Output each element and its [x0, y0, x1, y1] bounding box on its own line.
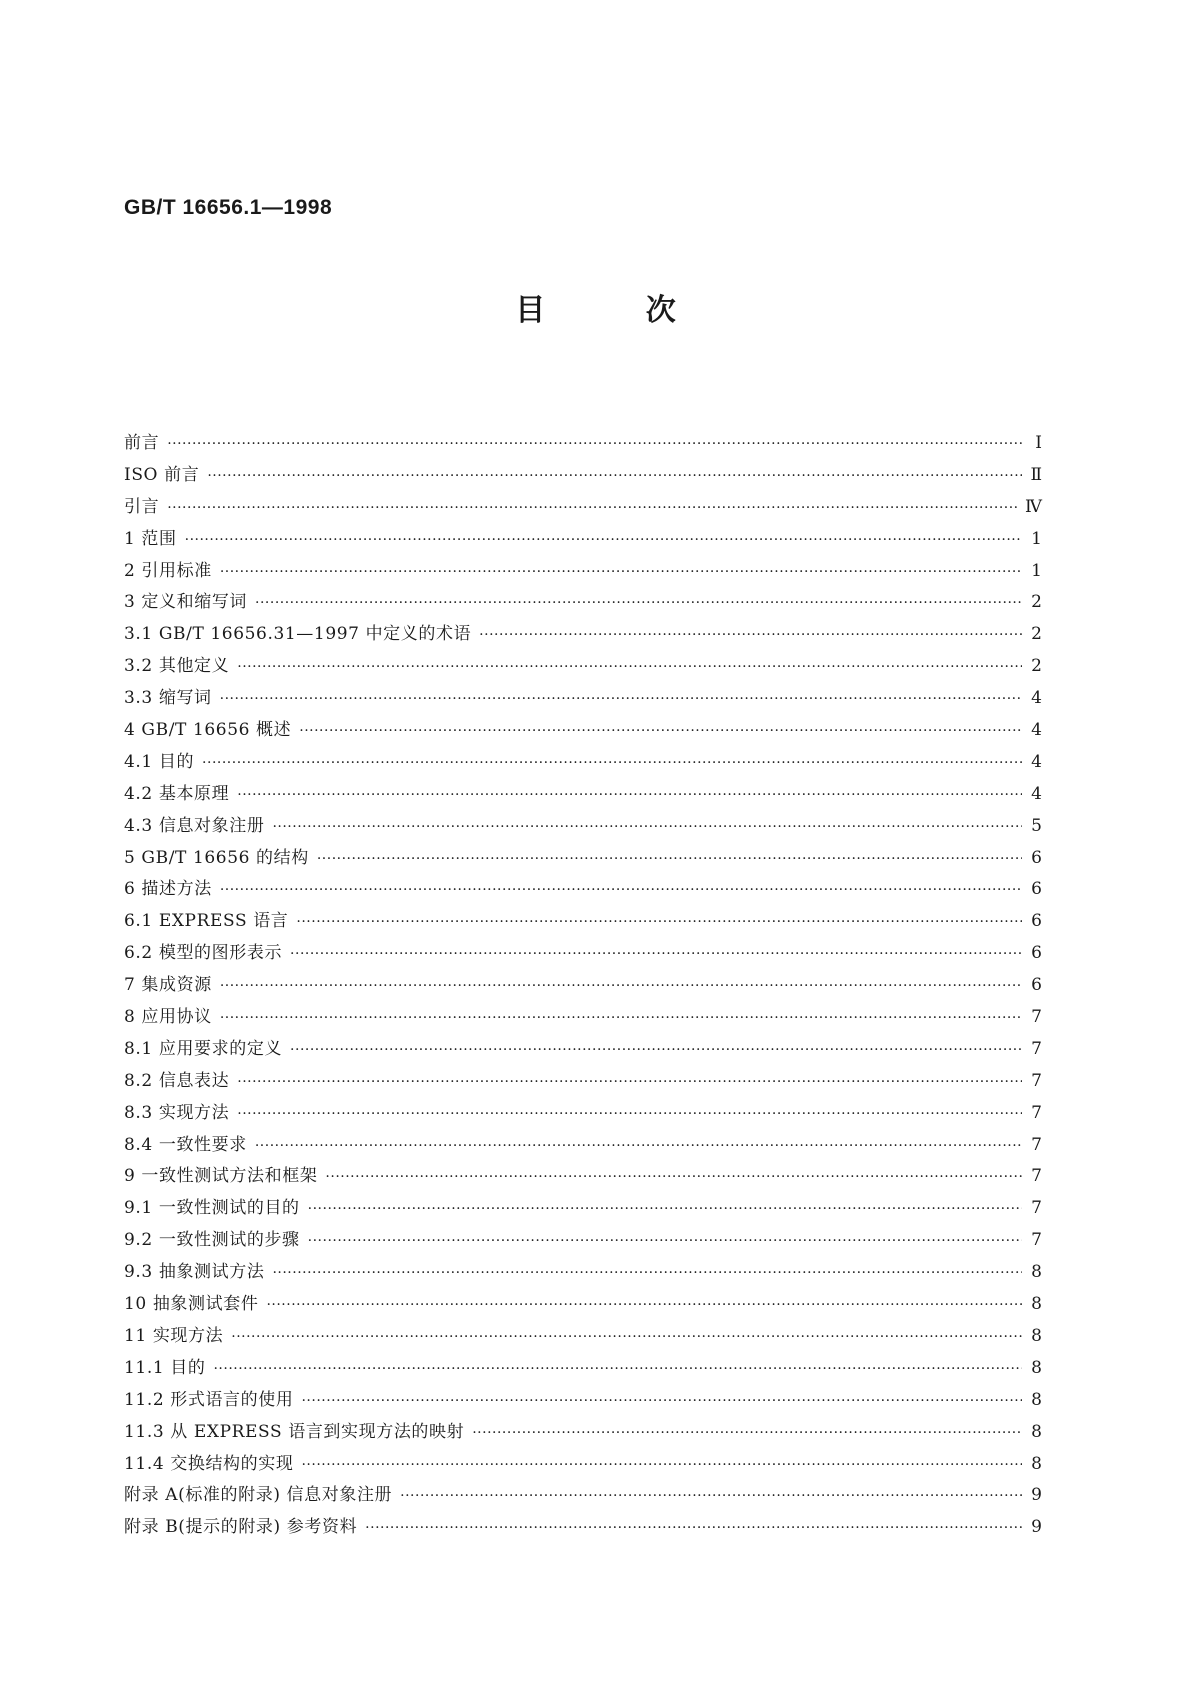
toc-entry-label: 8.1 应用要求的定义: [124, 1038, 283, 1059]
toc-entry-4-3[interactable]: [124, 811, 1042, 843]
toc-entry-page: 8: [1031, 1262, 1042, 1283]
toc-entry-label: 6.2 模型的图形表示: [124, 943, 283, 964]
toc-entry-label: 6 描述方法: [124, 879, 212, 900]
toc-entry-7[interactable]: [124, 970, 1042, 1002]
toc-entry-page: 7: [1031, 1166, 1042, 1187]
toc-entry-label: 8.4 一致性要求: [124, 1134, 247, 1155]
toc-entry-label: 4.3 信息对象注册: [124, 815, 265, 836]
toc-entry-page: 8: [1031, 1294, 1042, 1315]
toc-entry-label: 11 实现方法: [124, 1325, 224, 1346]
toc-entry-page: 7: [1031, 1134, 1042, 1155]
toc-entry-9-3[interactable]: [124, 1257, 1042, 1289]
toc-entry-page: 4: [1031, 751, 1042, 772]
dot-leader: [290, 939, 1022, 971]
toc-entry-page: 1: [1031, 560, 1042, 581]
toc-entry-label: 附录 B(提示的附录) 参考资料: [124, 1517, 358, 1538]
toc-entry-page: 6: [1031, 911, 1042, 932]
toc-entry-label: 5 GB/T 16656 的结构: [124, 847, 309, 868]
toc-entry-label: 3.1 GB/T 16656.31—1997 中定义的术语: [124, 624, 472, 645]
toc-entry-label: 6.1 EXPRESS 语言: [124, 911, 289, 932]
toc-entry-page: 9: [1031, 1485, 1042, 1506]
toc-entry-label: 9.3 抽象测试方法: [124, 1262, 265, 1283]
toc-entry-label: 9.2 一致性测试的步骤: [124, 1230, 300, 1251]
dot-leader: [167, 429, 1022, 461]
toc-entry-label: 3.3 缩写词: [124, 688, 212, 709]
toc-entry-page: 6: [1031, 943, 1042, 964]
toc-entry-page: 1: [1031, 528, 1042, 549]
dot-leader: [299, 716, 1022, 748]
dot-leader: [207, 461, 1022, 493]
dot-leader: [220, 971, 1022, 1003]
table-of-contents: [124, 428, 1042, 1544]
dot-leader: [237, 1067, 1022, 1099]
standard-code: GB/T 16656.1—1998: [124, 196, 333, 219]
toc-entry-label: 11.1 目的: [124, 1357, 206, 1378]
toc-entry-page: 8: [1031, 1453, 1042, 1474]
dot-leader: [308, 1226, 1022, 1258]
toc-entry-label: 1 范围: [124, 528, 177, 549]
toc-entry-page: Ⅰ: [1035, 433, 1042, 453]
dot-leader: [301, 1386, 1022, 1418]
dot-leader: [400, 1481, 1022, 1513]
toc-entry-label: 3.2 其他定义: [124, 656, 230, 677]
toc-entry-3-2[interactable]: [124, 651, 1042, 683]
toc-entry-label: 2 引用标准: [124, 560, 212, 581]
dot-leader: [220, 1003, 1022, 1035]
toc-entry-6[interactable]: [124, 874, 1042, 906]
toc-entry-label: 11.2 形式语言的使用: [124, 1389, 294, 1410]
toc-entry-page: 7: [1031, 1007, 1042, 1028]
toc-entry-introduction[interactable]: [124, 492, 1042, 524]
toc-entry-page: 8: [1031, 1357, 1042, 1378]
dot-leader: [317, 844, 1022, 876]
toc-entry-page: 5: [1031, 815, 1042, 836]
toc-entry-label: 3 定义和缩写词: [124, 592, 248, 613]
toc-entry-page: 8: [1031, 1389, 1042, 1410]
toc-entry-page: 6: [1031, 879, 1042, 900]
toc-entry-9-2[interactable]: [124, 1225, 1042, 1257]
toc-entry-6-1[interactable]: [124, 906, 1042, 938]
toc-entry-page: 4: [1031, 720, 1042, 741]
dot-leader: [237, 1099, 1022, 1131]
toc-entry-page: 4: [1031, 783, 1042, 804]
toc-entry-8[interactable]: [124, 1002, 1042, 1034]
toc-entry-11-1[interactable]: [124, 1353, 1042, 1385]
toc-entry-2[interactable]: [124, 556, 1042, 588]
toc-entry-label: 11.3 从 EXPRESS 语言到实现方法的映射: [124, 1421, 465, 1442]
toc-entry-page: Ⅱ: [1030, 464, 1042, 485]
toc-entry-label: 8.2 信息表达: [124, 1070, 230, 1091]
toc-entry-11-2[interactable]: [124, 1385, 1042, 1417]
toc-entry-annex-a[interactable]: [124, 1480, 1042, 1512]
toc-entry-9-1[interactable]: [124, 1193, 1042, 1225]
toc-entry-label: ISO 前言: [124, 464, 200, 485]
toc-entry-label: 11.4 交换结构的实现: [124, 1453, 294, 1474]
toc-entry-8-1[interactable]: [124, 1034, 1042, 1066]
toc-entry-page: 7: [1031, 1102, 1042, 1123]
dot-leader: [266, 1290, 1022, 1322]
toc-entry-page: 2: [1031, 592, 1042, 613]
toc-entry-page: 7: [1031, 1230, 1042, 1251]
dot-leader: [202, 748, 1022, 780]
toc-entry-label: 前言: [124, 433, 160, 453]
dot-leader: [213, 1354, 1022, 1386]
toc-entry-iso-foreword[interactable]: [124, 460, 1042, 492]
toc-entry-label: 9.1 一致性测试的目的: [124, 1198, 300, 1219]
dot-leader: [231, 1322, 1022, 1354]
toc-entry-label: 4 GB/T 16656 概述: [124, 720, 292, 741]
toc-entry-3[interactable]: [124, 587, 1042, 619]
dot-leader: [237, 780, 1022, 812]
dot-leader: [290, 1035, 1022, 1067]
toc-entry-8-2[interactable]: [124, 1066, 1042, 1098]
toc-entry-1[interactable]: [124, 524, 1042, 556]
dot-leader: [308, 1194, 1022, 1226]
dot-leader: [220, 684, 1022, 716]
toc-entry-5[interactable]: [124, 843, 1042, 875]
toc-entry-9[interactable]: [124, 1161, 1042, 1193]
toc-entry-page: 9: [1031, 1517, 1042, 1538]
toc-entry-page: 6: [1031, 847, 1042, 868]
dot-leader: [296, 907, 1022, 939]
toc-entry-4-1[interactable]: [124, 747, 1042, 779]
toc-entry-foreword[interactable]: [124, 428, 1042, 460]
toc-entry-page: Ⅳ: [1025, 496, 1042, 517]
toc-entry-label: 10 抽象测试套件: [124, 1294, 259, 1315]
dot-leader: [185, 525, 1022, 557]
dot-leader: [479, 620, 1022, 652]
page-title: 目 次: [515, 293, 676, 328]
toc-entry-page: 6: [1031, 975, 1042, 996]
dot-leader: [167, 493, 1019, 525]
toc-entry-page: 8: [1031, 1325, 1042, 1346]
toc-entry-page: 7: [1031, 1198, 1042, 1219]
toc-entry-page: 2: [1031, 624, 1042, 645]
toc-entry-label: 9 一致性测试方法和框架: [124, 1166, 318, 1187]
toc-entry-page: 4: [1031, 688, 1042, 709]
toc-entry-6-2[interactable]: [124, 938, 1042, 970]
toc-entry-label: 附录 A(标准的附录) 信息对象注册: [124, 1485, 393, 1506]
dot-leader: [272, 812, 1022, 844]
toc-entry-4-2[interactable]: [124, 779, 1042, 811]
toc-entry-8-3[interactable]: [124, 1098, 1042, 1130]
toc-entry-page: 2: [1031, 656, 1042, 677]
toc-entry-10[interactable]: [124, 1289, 1042, 1321]
toc-entry-3-1[interactable]: [124, 619, 1042, 651]
dot-leader: [255, 1131, 1022, 1163]
toc-entry-8-4[interactable]: [124, 1130, 1042, 1162]
toc-entry-page: 7: [1031, 1070, 1042, 1091]
dot-leader: [220, 875, 1022, 907]
toc-entry-annex-b[interactable]: [124, 1512, 1042, 1544]
toc-entry-4[interactable]: [124, 715, 1042, 747]
dot-leader: [272, 1258, 1022, 1290]
toc-entry-page: 8: [1031, 1421, 1042, 1442]
toc-entry-11-3[interactable]: [124, 1417, 1042, 1449]
toc-entry-label: 8.3 实现方法: [124, 1102, 230, 1123]
toc-entry-label: 4.1 目的: [124, 751, 195, 772]
toc-entry-page: 7: [1031, 1038, 1042, 1059]
toc-entry-label: 7 集成资源: [124, 975, 212, 996]
toc-entry-11-4[interactable]: [124, 1449, 1042, 1481]
dot-leader: [365, 1513, 1022, 1545]
dot-leader: [301, 1450, 1022, 1482]
toc-entry-label: 8 应用协议: [124, 1007, 212, 1028]
toc-entry-label: 4.2 基本原理: [124, 783, 230, 804]
toc-entry-11[interactable]: [124, 1321, 1042, 1353]
dot-leader: [255, 588, 1022, 620]
dot-leader: [472, 1418, 1022, 1450]
dot-leader: [325, 1162, 1022, 1194]
toc-entry-label: 引言: [124, 496, 160, 517]
dot-leader: [237, 652, 1022, 684]
toc-entry-3-3[interactable]: [124, 683, 1042, 715]
dot-leader: [220, 557, 1022, 589]
